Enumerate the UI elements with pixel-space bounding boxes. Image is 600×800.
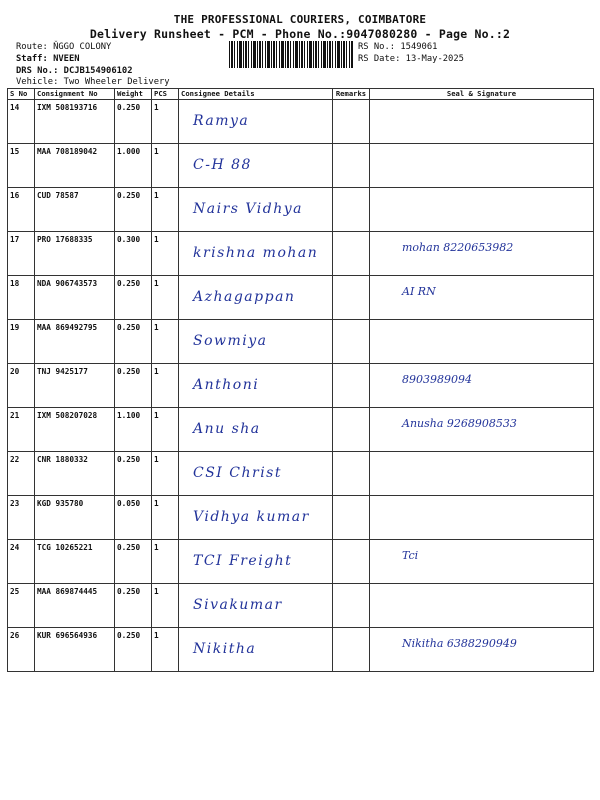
col-consignee: Consignee Details [179, 89, 333, 100]
table-row [8, 540, 594, 584]
table-row [8, 408, 594, 452]
cell-consignment-no: PRO 17688335 [35, 232, 115, 276]
cell-sno: 20 [8, 364, 35, 408]
cell-consignment-no: IXM 508193716 [35, 100, 115, 144]
cell-sno: 15 [8, 144, 35, 188]
signature-handwriting: Nikitha 6388290949 [402, 637, 517, 650]
signature-handwriting [372, 191, 591, 197]
cell-pcs: 1 [152, 232, 179, 276]
table-row [8, 584, 594, 628]
signature-handwriting: mohan 8220653982 [402, 241, 514, 254]
consignee-handwriting: Nikitha [193, 641, 257, 657]
cell-sno: 17 [8, 232, 35, 276]
cell-signature [370, 408, 594, 452]
cell-sno: 19 [8, 320, 35, 364]
barcode [229, 41, 353, 68]
cell-remarks [333, 540, 370, 584]
cell-signature [370, 364, 594, 408]
signature-handwriting: 8903989094 [402, 373, 472, 386]
cell-consignee [179, 364, 333, 408]
signature-handwriting [372, 587, 591, 593]
signature-handwriting [372, 147, 591, 153]
cell-consignment-no: NDA 906743573 [35, 276, 115, 320]
cell-consignee [179, 320, 333, 364]
cell-sno: 16 [8, 188, 35, 232]
consignee-handwriting: CSI Christ [193, 465, 282, 481]
cell-remarks [333, 408, 370, 452]
cell-pcs: 1 [152, 144, 179, 188]
signature-handwriting [372, 499, 591, 505]
table-row [8, 276, 594, 320]
cell-sno: 23 [8, 496, 35, 540]
cell-consignee [179, 408, 333, 452]
cell-consignee [179, 276, 333, 320]
cell-consignee [179, 188, 333, 232]
cell-signature [370, 188, 594, 232]
cell-consignment-no: TNJ 9425177 [35, 364, 115, 408]
cell-signature [370, 628, 594, 672]
staff-label: Staff: NVEEN [16, 54, 80, 64]
col-remarks: Remarks [333, 89, 370, 100]
table-row [8, 320, 594, 364]
cell-weight: 0.300 [115, 232, 152, 276]
cell-weight: 0.250 [115, 628, 152, 672]
table-row [8, 144, 594, 188]
cell-weight: 0.250 [115, 320, 152, 364]
rs-number: RS No.: 1549061 [358, 42, 438, 52]
cell-consignment-no: TCG 10265221 [35, 540, 115, 584]
cell-weight: 0.250 [115, 100, 152, 144]
cell-sno: 18 [8, 276, 35, 320]
rs-date: RS Date: 13-May-2025 [358, 54, 464, 64]
route-label: Route: ŇGGO COLONY [16, 42, 112, 52]
cell-remarks [333, 496, 370, 540]
cell-weight: 0.250 [115, 540, 152, 584]
table-row [8, 364, 594, 408]
table-row [8, 628, 594, 672]
cell-remarks [333, 144, 370, 188]
cell-signature [370, 496, 594, 540]
consignee-handwriting: C-H 88 [193, 157, 252, 173]
signature-handwriting [372, 323, 591, 329]
signature-handwriting: Anusha 9268908533 [402, 417, 517, 430]
cell-consignment-no: CNR 1880332 [35, 452, 115, 496]
cell-consignee [179, 452, 333, 496]
cell-weight: 0.250 [115, 364, 152, 408]
signature-handwriting: Tci [402, 549, 419, 562]
cell-signature [370, 232, 594, 276]
cell-sno: 21 [8, 408, 35, 452]
cell-consignee [179, 540, 333, 584]
cell-weight: 1.100 [115, 408, 152, 452]
runsheet-table [7, 88, 594, 672]
cell-consignee [179, 100, 333, 144]
cell-signature [370, 320, 594, 364]
cell-sno: 22 [8, 452, 35, 496]
col-consignment: Consignment No [35, 89, 115, 100]
cell-pcs: 1 [152, 540, 179, 584]
consignee-handwriting: krishna mohan [193, 245, 319, 261]
cell-remarks [333, 584, 370, 628]
vehicle-label: Vehicle: Two Wheeler Delivery [16, 77, 170, 87]
consignee-handwriting: Sowmiya [193, 333, 268, 349]
cell-sno: 26 [8, 628, 35, 672]
cell-consignee [179, 232, 333, 276]
consignee-handwriting: Ramya [193, 113, 250, 129]
cell-weight: 0.050 [115, 496, 152, 540]
cell-pcs: 1 [152, 452, 179, 496]
cell-pcs: 1 [152, 628, 179, 672]
consignee-handwriting: Anu sha [193, 421, 261, 437]
cell-consignment-no: KGD 935780 [35, 496, 115, 540]
drs-label: DRS No.: DCJB154906102 [16, 66, 133, 76]
cell-remarks [333, 232, 370, 276]
signature-handwriting [372, 103, 591, 109]
cell-pcs: 1 [152, 320, 179, 364]
col-pcs: PCS [152, 89, 179, 100]
cell-consignment-no: MAA 708189042 [35, 144, 115, 188]
cell-pcs: 1 [152, 496, 179, 540]
cell-pcs: 1 [152, 276, 179, 320]
table-row [8, 452, 594, 496]
cell-sno: 24 [8, 540, 35, 584]
cell-signature [370, 452, 594, 496]
cell-pcs: 1 [152, 188, 179, 232]
table-row [8, 188, 594, 232]
cell-consignment-no: KUR 696564936 [35, 628, 115, 672]
table-row [8, 100, 594, 144]
cell-weight: 0.250 [115, 276, 152, 320]
cell-pcs: 1 [152, 584, 179, 628]
col-sno: S No [8, 89, 35, 100]
signature-handwriting: AI RN [402, 285, 436, 298]
consignee-handwriting: Sivakumar [193, 597, 283, 613]
table-row [8, 232, 594, 276]
cell-weight: 0.250 [115, 188, 152, 232]
company-title: THE PROFESSIONAL COURIERS, COIMBATORE [173, 13, 427, 26]
cell-pcs: 1 [152, 364, 179, 408]
header-row [8, 89, 594, 100]
cell-remarks [333, 276, 370, 320]
cell-remarks [333, 188, 370, 232]
cell-remarks [333, 364, 370, 408]
cell-consignment-no: CUD 78587 [35, 188, 115, 232]
cell-signature [370, 144, 594, 188]
table-row [8, 496, 594, 540]
cell-weight: 1.000 [115, 144, 152, 188]
cell-signature [370, 100, 594, 144]
consignee-handwriting: Nairs Vidhya [193, 201, 303, 217]
cell-remarks [333, 320, 370, 364]
consignee-handwriting: TCI Freight [193, 553, 293, 569]
consignee-handwriting: Azhagappan [193, 289, 296, 305]
cell-consignment-no: IXM 508207028 [35, 408, 115, 452]
runsheet-title: Delivery Runsheet - PCM - Phone No.:9047080280 - Page No.:2 [89, 27, 511, 41]
consignee-handwriting: Anthoni [193, 377, 260, 393]
consignee-handwriting: Vidhya kumar [193, 509, 310, 525]
cell-remarks [333, 628, 370, 672]
cell-consignee [179, 584, 333, 628]
col-seal: Seal & Signature [370, 89, 594, 100]
cell-signature [370, 584, 594, 628]
col-weight: Weight [115, 89, 152, 100]
signature-handwriting [372, 455, 591, 461]
cell-consignee [179, 496, 333, 540]
cell-consignee [179, 628, 333, 672]
cell-remarks [333, 100, 370, 144]
cell-signature [370, 540, 594, 584]
cell-pcs: 1 [152, 100, 179, 144]
cell-pcs: 1 [152, 408, 179, 452]
cell-consignment-no: MAA 869492795 [35, 320, 115, 364]
cell-consignee [179, 144, 333, 188]
cell-remarks [333, 452, 370, 496]
cell-signature [370, 276, 594, 320]
cell-consignment-no: MAA 869874445 [35, 584, 115, 628]
cell-weight: 0.250 [115, 452, 152, 496]
cell-weight: 0.250 [115, 584, 152, 628]
cell-sno: 14 [8, 100, 35, 144]
cell-sno: 25 [8, 584, 35, 628]
